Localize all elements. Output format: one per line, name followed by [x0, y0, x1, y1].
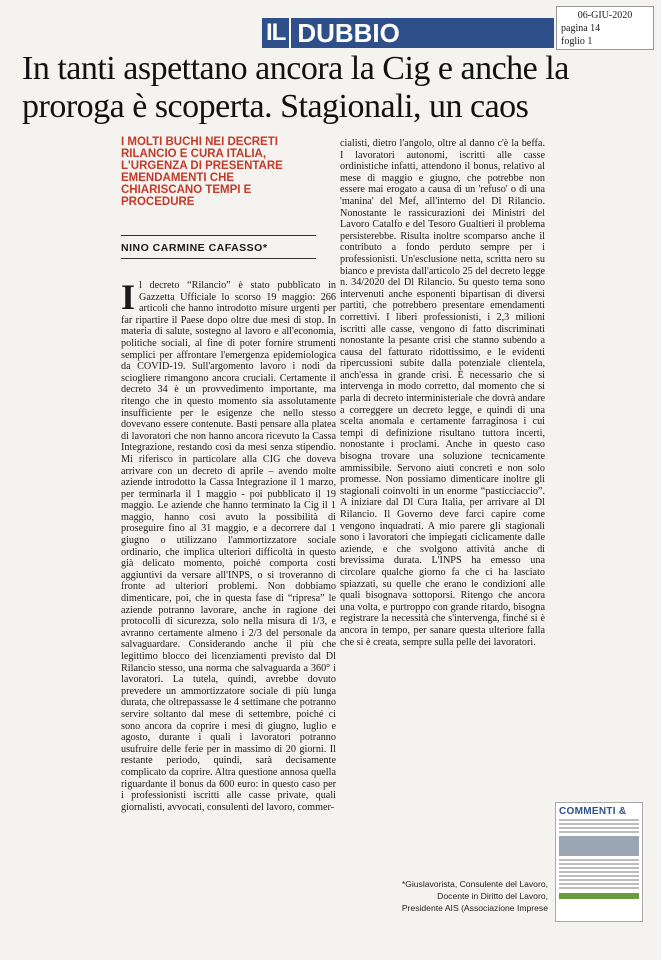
drop-cap: I	[121, 280, 136, 317]
logo-dubbio: DUBBIO	[289, 18, 554, 48]
press-clipping-stamp	[556, 6, 654, 50]
thumbnail-photo	[559, 836, 639, 856]
column-1-text: l decreto “Rilancio” è stato pubblicato in Gazzetta Ufficiale lo scorso 19 maggio: 266 articoli che hanno introdotto misure urgenti per far ripartire il Paese dopo oltre due mesi di stop. In materia di salute, sostegno al lavoro e all'economia, politiche sociali, al fine di poter fornire strumenti semplici per affrontare l'emergenza epidemiologica da COVID-19. Sull'argomento lavoro i nodi da sciogliere rimangono ancora cruciali. Certamente il decreto 34 è un provvedimento importante, ma ritengo che in questo momento sia assolutamente insufficiente per le esigenze che nello stesso dovevano essere contenute. Basti pensare alla platea di lavoratori che non hanno ancora ricevuto la Cassa Integrazione, restando così da mesi senza stipendio. Mi riferisco in particolare alla CIG che doveva arrivare con un decreto di aprile – avendo molte aziende introdotto la Cassa Integrazione il 1 marzo, per terminarla il 1 maggio - poi pubblicato il 19 maggio. Le aziende che hanno terminato la Cig il 1 maggio, hanno così avuto la possibilità di proseguire fino al 31 maggio, e a decorrere dal 1 giugno o utilizzano l'ammortizzatore sociale ordinario, che implica ulteriori difficoltà in questo già delicato momento, poiché comporta costi aggiuntivi da versare all'INPS, o si troveranno di fronte ad ulteriori problemi. Non dobbiamo dimenticare, poi, che in questa fase di “ripresa” le aziende potranno lavorare, anche in ragione dei protocolli di sicurezza, solo nella misura di 1/3, e avranno certamente almeno i 2/3 del personale da salvaguardare. Considerando anche il più che legittimo blocco dei licenziamenti previsto dal Dl Rilancio stesso, una norma che salvaguarda a 360° i lavoratori. La tutela, quindi, avrebbe dovuto prevedere un ammortizzatore sociale di più lunga durata, che oltrepassasse le 4 settimane che potranno servire soltanto dal mese di settembre, poiché ci sono ancora da coprire i mesi di giugno, luglio e agosto, durante i quali i lavoratori potranno usufruire delle ferie per in massimo di 20 giorni. Il restante periodo, quindi, sarà decisamente complicato da coprire. Altra questione annosa quella riguardante il bonus da 600 euro: in questo caso per i professionisti iscritti alle casse private, quali giornalisti, avvocati, consulenti del lavoro, commer-	[121, 280, 336, 813]
column-2-text: cialisti, dietro l'angolo, oltre al danno c'è la beffa. I lavoratori autonomi, iscritti alle casse ordinistiche infatti, attendono il bonus, relativo al mese di maggio e giugno, che potrebbe non essere mai erogato a causa di un 'refuso' o di una 'manina' del Mef, all'interno del Dl Rilancio. Nonostante le rassicurazioni dei Ministri del Lavoro Catalfo e del Tesoro Gualtieri il problema persisterebbe. Risulta inoltre scomparso anche il contributo a fondo perduto sempre per i professionisti. Un'esclusione netta, scritta nero su bianco e prevista dall'articolo 25 del decreto legge n. 34/2020 del Dl Rilancio. Su questo tema sono intervenuti anche esponenti bipartisan di diversi partiti, che potrebbero presentare emendamenti correttivi. I liberi professionisti, i 2,3 milioni iscritti alle casse, vengono di fatto discriminati nonostante la pesante crisi che stanno subendo a causa del fatturato ridottissimo, e le evidenti ripercussioni subite dalla potenziale clientela, anch'essa in grande crisi. È necessario che si intervenga in modo corretto, dal momento che si parla di decreto interministeriale che dovrà andare a correggere un decreto legge, e quindi di una scelta anomala e certamente farraginosa i cui tempi di definizione risultano tuttora incerti, nonostante i proclami. Anche in questo caso bisogna trovare una soluzione tecnicamente ammissibile. Servono aiuti concreti e non solo promesse. Non possiamo dimenticare inoltre gli stagionali coinvolti in un enorme “pasticciaccio”. A iniziare dal Dl Cura Italia, per arrivare al Dl Rilancio. Il Governo deve farci capire come vengono inquadrati. A mio parere gli stagionali sono i lavoratori che impiegati ciclicamente dalle aziende, e che svolgono attività anche di brevissima durata. L'INPS ha emesso una circolare qualche giorno fa che ci ha lasciato spiazzati, su quelle che erano le condizioni alle quali bisognava sottoporsi. Ritengo che ancora una volta, e purtroppo con grande ritardo, bisogna registrare la necessità che s'intervenga, finché si è ancora in tempo, per sanare questa ulteriore falla che si è creata, sempre sulla pelle dei lavoratori.	[340, 138, 545, 648]
article-column-1	[121, 280, 336, 928]
byline-divider	[121, 258, 316, 259]
stamp-date: 06-GIU-2020	[577, 10, 633, 21]
section-thumbnail	[555, 802, 643, 922]
newspaper-logo	[262, 18, 554, 48]
footnote-line-1: *Giuslavorista, Consulente del Lavoro,	[401, 879, 548, 889]
thumbnail-text-lines	[559, 819, 639, 833]
kicker-divider	[121, 235, 316, 236]
thumbnail-text-lines-2	[559, 859, 639, 889]
footnote-line-3: Presidente AIS (Associazione Imprese	[401, 903, 548, 913]
logo-il: IL	[262, 18, 289, 48]
stamp-page: pagina 14	[561, 23, 601, 34]
thumbnail-title: COMMENTI &	[559, 806, 627, 817]
thumbnail-band	[559, 893, 639, 899]
author-footnote	[368, 878, 548, 914]
article-headline: In tanti aspettano ancora la Cig e anche la proroga è scoperta. Stagionali, un caos	[22, 50, 569, 125]
article-byline: NINO CARMINE CAFASSO*	[121, 242, 268, 254]
stamp-sheet: foglio 1	[561, 36, 593, 47]
footnote-line-2: Docente in Diritto del Lavoro,	[437, 891, 548, 901]
article-column-2	[340, 138, 545, 878]
article-kicker: I MOLTI BUCHI NEI DECRETI RILANCIO E CURA ITALIA, L'URGENZA DI PRESENTARE EMENDAMENTI CHE CHIARISCANO TEMPI E PROCEDURE	[121, 136, 283, 208]
